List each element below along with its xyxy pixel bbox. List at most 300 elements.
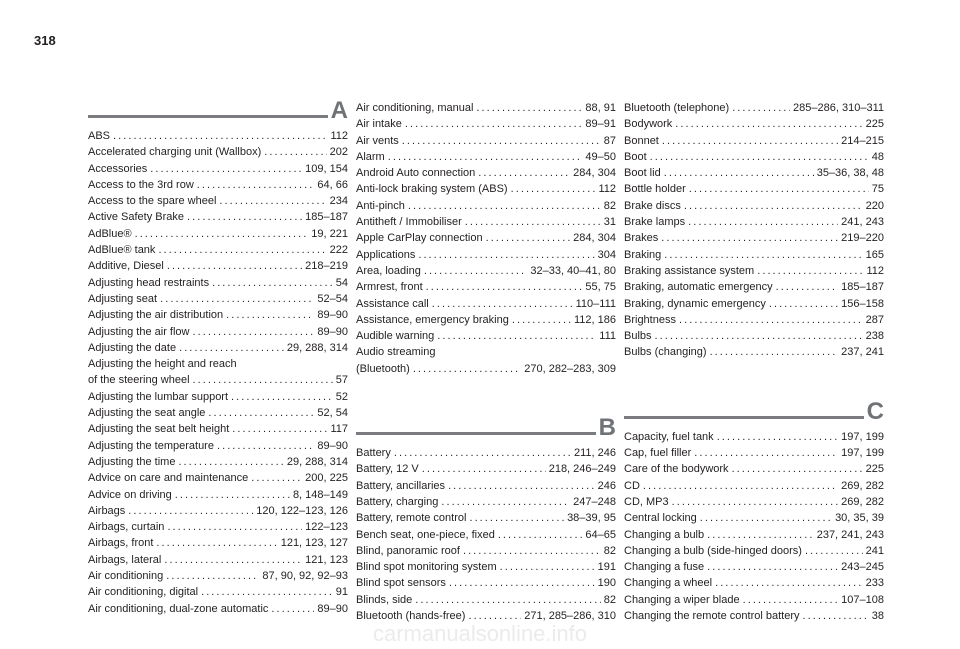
index-entry-label: Adjusting the lumbar support [88,390,229,403]
index-entry-pages: 269, 282 [841,479,884,492]
index-entry-pages: 284, 304 [573,167,616,180]
index-entry [88,389,348,405]
index-entry-label: Central locking [624,512,697,525]
index-entry [356,181,616,197]
index-entry [624,478,884,494]
dot-leader [193,372,333,388]
dot-leader [179,340,284,356]
dot-leader [469,510,564,526]
index-entry [624,198,884,214]
index-entry [624,510,884,526]
index-entry-pages: 241 [865,544,884,557]
index-entry-pages: 89–90 [317,602,348,615]
index-entry [356,478,616,494]
dot-leader [415,592,600,608]
index-entry-pages: 202 [329,146,348,159]
index-entry [624,559,884,575]
index-entry [624,230,884,246]
dot-leader [486,230,571,246]
index-entry-label: (Bluetooth) [356,362,410,375]
index-entry-pages: 54 [335,276,348,289]
dot-leader [251,470,302,486]
index-entry-label: Adjusting the seat angle [88,407,206,420]
index-entry [624,461,884,477]
index-entry-label: of the steering wheel [88,374,190,387]
section-letter: A [330,97,348,124]
index-entry-label: Audible warning [356,330,435,343]
index-entry-label: CD [624,479,640,492]
section-rule [88,115,328,118]
dot-leader [715,575,863,591]
index-entry-label: Air conditioning, manual [356,102,474,114]
dot-leader [689,181,869,197]
index-entry-pages: 304 [597,248,616,261]
index-entry-label: Alarm [356,150,385,163]
index-entry-label: Boot lid [624,167,661,180]
dot-leader [217,438,314,454]
index-entry-label: Assistance, emergency braking [356,313,509,326]
dot-leader [743,592,839,608]
index-entry-label: Bluetooth (telephone) [624,102,730,114]
index-entry [624,165,884,181]
section-entries-b [356,445,616,624]
index-entry-label: Air conditioning [88,570,164,583]
index-entry-pages: 122–123 [305,521,348,534]
index-column-1 [88,98,348,617]
index-entry [624,445,884,461]
index-entry-label: Blind spot monitoring system [356,561,497,574]
index-entry-label: Bodywork [624,118,673,131]
index-entry-label: Blinds, side [356,593,413,606]
dot-leader [418,247,594,263]
index-entry-label: Applications [356,248,416,261]
index-entry [356,247,616,263]
index-entry-pages: 285–286, 310–311 [793,102,884,114]
index-entry-label: Battery [356,447,391,460]
index-entry-label: Braking assistance system [624,264,755,277]
index-entry [356,133,616,149]
dot-leader [710,344,839,360]
index-entry [624,279,884,295]
dot-leader [437,328,596,344]
index-entry-pages: 52–54 [317,292,348,305]
index-entry-label: Changing a wiper blade [624,593,740,606]
index-entry [88,324,348,340]
dot-leader [662,133,838,149]
index-entry-label: Access to the 3rd row [88,178,194,191]
index-entry [356,149,616,165]
index-entry-label: Bulbs [624,330,652,343]
dot-leader [426,279,583,295]
index-entry [356,592,616,608]
index-entry-pages: 225 [865,118,884,131]
index-entry-pages: 48 [871,150,884,163]
index-entry-label: Bluetooth (hands-free) [356,610,466,623]
dot-leader [201,584,333,600]
section-letter: C [866,397,884,425]
index-entry [88,470,348,486]
dot-leader [672,494,839,510]
dot-leader [160,291,314,307]
dot-leader [655,328,863,344]
index-entry-pages: 107–108 [841,593,884,606]
index-entry-pages: 211, 246 [573,447,616,460]
index-entry-label: Additive, Diesel [88,260,164,273]
dot-leader [465,214,601,230]
index-entry [356,527,616,543]
index-entry-label: AdBlue® tank [88,244,156,257]
index-entry [88,487,348,503]
index-entry [624,100,884,116]
index-entry [356,198,616,214]
index-entry-pages: 238 [865,330,884,343]
index-entry-pages: 218–219 [305,260,348,273]
dot-leader [679,312,863,328]
index-entry-pages: 225 [865,463,884,476]
index-entry-pages: 197, 199 [841,447,884,460]
index-entry [624,247,884,263]
index-entry-pages: 246 [597,479,616,492]
dot-leader [463,543,601,559]
index-entry-label: Battery, remote control [356,512,467,525]
index-entry-pages: 8, 148–149 [292,488,348,501]
dot-leader [226,307,314,323]
dot-leader [212,275,333,291]
dot-leader [478,165,570,181]
index-entry-label: Android Auto connection [356,167,476,180]
index-entry [356,165,616,181]
index-entry-pages: 38 [871,610,884,623]
index-entry-pages: 30, 35, 39 [835,512,884,525]
index-entry-label: Battery, charging [356,495,439,508]
index-entry-label: Anti-pinch [356,199,405,212]
index-entry-label: Changing a bulb (side-hinged doors) [624,544,802,557]
dot-leader [707,527,814,543]
index-entry-line: Adjusting the height and reach [88,358,237,371]
index-entry [356,230,616,246]
index-entry [624,592,884,608]
index-entry-label: Brightness [624,313,676,326]
index-entry-label: Air conditioning, digital [88,586,199,599]
index-entry-label: Access to the spare wheel [88,195,217,208]
dot-leader [178,454,283,470]
index-entry [88,438,348,454]
index-entry-pages: 89–90 [317,325,348,338]
index-entry-label: Changing a bulb [624,528,705,541]
dot-leader [135,226,309,242]
index-entry-pages: 156–158 [841,297,884,310]
page-number: 318 [34,33,56,48]
dot-leader [432,296,573,312]
section-entries-b-continued [624,100,884,361]
dot-leader [167,519,302,535]
index-entry-pages: 57 [335,374,348,387]
dot-leader [167,258,302,274]
index-entry [356,494,616,510]
index-entry [88,568,348,584]
index-entry-label: Adjusting the date [88,341,177,354]
index-entry [624,116,884,132]
dot-leader [164,552,302,568]
dot-leader [424,263,528,279]
index-entry [88,307,348,323]
index-entry-label: Airbags [88,504,126,517]
dot-leader [231,389,333,405]
index-entry-label: ABS [88,130,111,142]
index-entry [356,312,616,328]
index-entry [88,503,348,519]
section-entries-c [624,429,884,625]
dot-leader [166,568,259,584]
index-entry-pages: 87 [603,134,616,147]
index-entry [356,461,616,477]
index-entry-label: Bulbs (changing) [624,346,707,359]
dot-leader [175,487,290,503]
index-entry-label: Bench seat, one-piece, fixed [356,528,495,541]
dot-leader [394,445,571,461]
index-entry-label: Changing a wheel [624,577,713,590]
index-entry-label: Care of the bodywork [624,463,729,476]
index-entry-label: Antitheft / Immobiliser [356,216,462,229]
index-entry-label: Airbags, curtain [88,521,165,534]
index-entry-pages: 237, 241 [841,346,884,359]
dot-leader [732,100,790,116]
index-entry-pages: 241, 243 [841,216,884,229]
index-entry-pages: 243–245 [841,561,884,574]
index-entry-pages: 49–50 [585,150,616,163]
dot-leader [498,527,583,543]
index-entry-label: Accelerated charging unit (Wallbox) [88,146,262,159]
dot-leader [193,324,315,340]
index-entry [624,181,884,197]
index-entry-label: Armrest, front [356,281,423,294]
index-entry-label: Airbags, lateral [88,553,162,566]
dot-leader [264,144,326,160]
index-entry-pages: 110–111 [575,297,616,310]
index-entry-pages: 89–90 [317,439,348,452]
index-entry-pages: 109, 154 [305,162,348,175]
index-entry-pages: 111 [599,330,616,343]
index-entry-pages: 82 [603,593,616,606]
index-entry-label: AdBlue® [88,227,132,240]
index-entry-pages: 64–65 [585,528,616,541]
index-entry-pages: 271, 285–286, 310 [524,610,616,623]
index-entry [88,340,348,356]
dot-leader [156,535,277,551]
dot-leader [512,312,571,328]
index-entry-label: Apple CarPlay connection [356,232,483,245]
section-header-b [356,415,616,445]
index-entry-label: Bonnet [624,134,659,147]
dot-leader [448,478,595,494]
dot-leader [232,421,327,437]
dot-leader [684,198,863,214]
index-entry-pages: 190 [597,577,616,590]
index-entry-label: Advice on care and maintenance [88,472,249,485]
index-entry-label: Cap, fuel filler [624,447,692,460]
index-entry [624,214,884,230]
index-entry-pages: 247–248 [573,495,616,508]
index-entry [356,559,616,575]
index-entry [356,263,616,279]
index-entry-pages: 52, 54 [317,407,348,420]
dot-leader [402,133,601,149]
dot-leader [449,575,595,591]
index-entry [88,291,348,307]
index-entry-pages: 88, 91 [585,102,616,114]
section-header-c [624,399,884,429]
index-entry-label: Adjusting the seat belt height [88,423,230,436]
index-entry-pages: 233 [865,577,884,590]
index-entry-pages: 112 [866,264,884,277]
index-entry-label: Active Safety Brake [88,211,184,224]
index-entry-pages: 219–220 [841,232,884,245]
index-entry-pages: 89–91 [585,118,616,131]
index-entry [88,519,348,535]
index-entry [624,312,884,328]
dot-leader [422,461,546,477]
index-entry [88,209,348,225]
index-entry-label: Brake lamps [624,216,686,229]
index-entry [624,133,884,149]
dot-leader [511,181,596,197]
index-entry-pages: 29, 288, 314 [286,341,348,354]
dot-leader [700,510,832,526]
index-entry-pages: 38–39, 95 [567,512,616,525]
index-entry-pages: 185–187 [305,211,348,224]
index-entry-pages: 214–215 [841,134,884,147]
index-entry-pages: 185–187 [841,281,884,294]
index-entry [88,601,348,617]
dot-leader [271,601,314,617]
index-entry-pages: 269, 282 [841,495,884,508]
index-entry-label: Braking [624,248,662,261]
index-entry [88,584,348,600]
index-entry-label: Assistance call [356,297,429,310]
index-entry-label: Accessories [88,162,148,175]
index-entry-pages: 234 [329,195,348,208]
dot-leader [664,247,862,263]
index-entry-label: Bottle holder [624,183,686,196]
dot-leader [208,405,314,421]
index-entry [88,161,348,177]
section-entries-a [88,128,348,617]
index-entry-label: Blind, panoramic roof [356,544,460,557]
index-entry-label: CD, MP3 [624,495,669,508]
index-column-3 [624,100,884,624]
index-entry [356,361,616,377]
dot-leader [757,263,863,279]
index-entry [356,296,616,312]
index-entry-label: Anti-lock braking system (ABS) [356,183,508,196]
dot-leader [694,445,838,461]
index-entry [624,149,884,165]
dot-leader [717,429,838,445]
index-entry-label: Area, loading [356,264,421,277]
index-entry [356,445,616,461]
index-entry [624,543,884,559]
index-entry-pages: 121, 123, 127 [280,537,348,550]
index-entry [88,242,348,258]
index-entry-pages: 29, 288, 314 [286,455,348,468]
dot-leader [388,149,583,165]
index-entry-label: Air intake [356,118,402,131]
dot-leader [776,279,839,295]
index-entry-label: Boot [624,150,647,163]
dot-leader [732,461,863,477]
index-entry [88,454,348,470]
index-entry-label: Air conditioning, dual-zone automatic [88,602,269,615]
index-entry-label: Adjusting the air distribution [88,309,224,322]
index-entry [356,100,616,116]
index-entry [88,552,348,568]
index-entry-pages: 270, 282–283, 309 [524,362,616,375]
index-entry [356,328,616,344]
dot-leader [661,230,838,246]
index-entry-pages: 52 [335,390,348,403]
index-entry-label: Advice on driving [88,488,172,501]
index-entry-pages: 112 [330,130,348,142]
index-entry-pages: 35–36, 38, 48 [816,167,884,180]
index-entry [88,535,348,551]
index-entry [88,193,348,209]
index-entry [624,263,884,279]
index-entry [356,214,616,230]
index-entry-pages: 120, 122–123, 126 [256,504,348,517]
index-entry-pages: 191 [597,561,616,574]
index-entry-label: Adjusting the time [88,455,176,468]
index-entry-label: Adjusting the temperature [88,439,214,452]
dot-leader [805,543,863,559]
index-entry [624,575,884,591]
dot-leader [408,198,601,214]
index-entry [88,405,348,421]
index-entry-pages: 55, 75 [585,281,616,294]
dot-leader [675,116,862,132]
index-entry-label: Blind spot sensors [356,577,446,590]
index-entry-label: Airbags, front [88,537,154,550]
index-entry-pages: 220 [865,199,884,212]
index-entry-label: Changing the remote control battery [624,610,800,623]
index-entry-pages: 237, 241, 243 [816,528,884,541]
index-entry-pages: 32–33, 40–41, 80 [530,264,616,277]
index-entry-pages: 91 [335,586,348,599]
index-entry [356,279,616,295]
index-entry-label: Air vents [356,134,399,147]
index-entry-pages: 200, 225 [305,472,348,485]
index-entry [356,543,616,559]
index-entry-label: Battery, 12 V [356,463,419,476]
index-entry-pages: 19, 221 [311,227,348,240]
index-entry [88,421,348,437]
index-entry-pages: 218, 246–249 [548,463,616,476]
dot-leader [405,116,583,132]
index-entry [88,372,348,388]
dot-leader [650,149,869,165]
index-entry-pages: 89–90 [317,309,348,322]
dot-leader [219,193,326,209]
index-entry [624,429,884,445]
dot-leader [707,559,838,575]
section-rule [356,432,596,435]
dot-leader [441,494,570,510]
dot-leader [197,177,315,193]
index-entry [624,344,884,360]
dot-leader [769,296,838,312]
index-entry-pages: 121, 123 [305,553,348,566]
watermark: carmanualsonline.info [372,621,588,646]
index-entry [624,328,884,344]
